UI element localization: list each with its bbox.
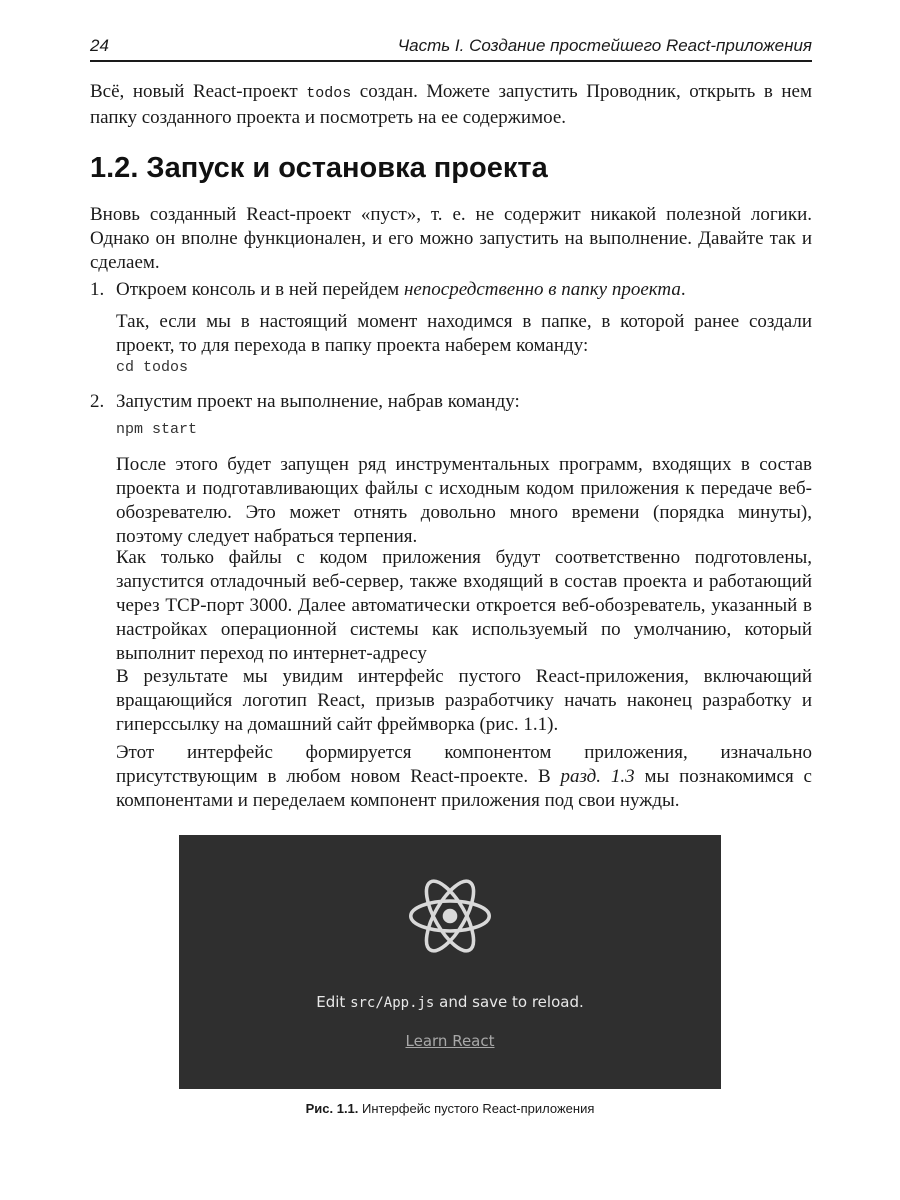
header-rule (90, 60, 812, 62)
caption-label: Рис. 1.1. (305, 1101, 359, 1116)
inline-code-todos: todos (306, 85, 352, 102)
paragraph-cd-explanation: Так, если мы в настоящий момент находимся в папке, в которой ранее создали проект, то для перехода в папку проекта наберем команду: (116, 311, 812, 356)
emphasis-section-ref: разд. 1.3 (560, 766, 635, 787)
list-number: 2. (90, 391, 105, 412)
code-cd-todos: cd todos (116, 359, 189, 376)
paragraph-dev-server: Как только файлы с кодом приложения будут соответственно подготовлены, запустится отладочный веб-сервер, также входящий в состав проекта и работающий через TCP-порт 3000. Далее автоматически откроется веб-обозреватель, указанный в настройках операционной системы как используемый по умолчанию, который выполнит переход по интернет-адресу (116, 547, 812, 664)
list-item-1 (90, 278, 812, 302)
app-file-path: src/App.js (350, 995, 435, 1011)
edit-instruction: Edit src/App.js and save to reload. (316, 993, 584, 1011)
intro-paragraph: Всё, новый React-проект todos создан. Можете запустить Проводник, открыть в нем папку созданного проекта и посмотреть на ее содержимое. (90, 81, 812, 128)
react-logo-icon (409, 875, 491, 957)
running-head (90, 36, 812, 56)
emphasis-text: непосредственно в папку проекта (403, 279, 681, 300)
paragraph-tools-start: После этого будет запущен ряд инструментальных программ, входящих в состав проекта и подготавливающих файлы с исходным кодом приложения к передаче веб-обозревателю. Это может отнять довольно много времени (порядка минуты), поэтому следует набраться терпения. (116, 454, 812, 547)
paragraph-result: В результате мы увидим интерфейс пустого React-приложения, включающий вращающийся логотип React, призыв разработчику начать наконец разработку и гиперссылку на домашний сайт фреймворка (рис. 1.1). (116, 666, 812, 735)
list-item-text: Откроем консоль и в ней перейдем непосредственно в папку проекта. (116, 279, 686, 300)
paragraph-component: Этот интерфейс формируется компонентом приложения, изначально присутствующим в любом новом React-проекте. В разд. 1.3 мы познакомимся с компонентами и переделаем компонент приложения под свои нужды. (116, 742, 812, 811)
chapter-title: Часть I. Создание простейшего React-приложения (397, 36, 812, 55)
page-number: 24 (90, 36, 109, 55)
paragraph-project-empty: Вновь созданный React-проект «пуст», т. е. не содержит никакой полезной логики. Однако он вполне функционален, и его можно запустить на выполнение. Давайте так и сделаем. (90, 204, 812, 273)
learn-react-link[interactable]: Learn React (405, 1032, 495, 1050)
list-item-2 (90, 390, 812, 414)
section-heading: 1.2. Запуск и остановка проекта (90, 152, 548, 184)
list-item-text: Запустим проект на выполнение, набрав команду: (116, 391, 520, 412)
react-app-screenshot (179, 835, 721, 1089)
list-number: 1. (90, 279, 105, 300)
figure-caption: Рис. 1.1. Интерфейс пустого React-приложения (305, 1101, 595, 1116)
code-npm-start: npm start (116, 421, 198, 438)
